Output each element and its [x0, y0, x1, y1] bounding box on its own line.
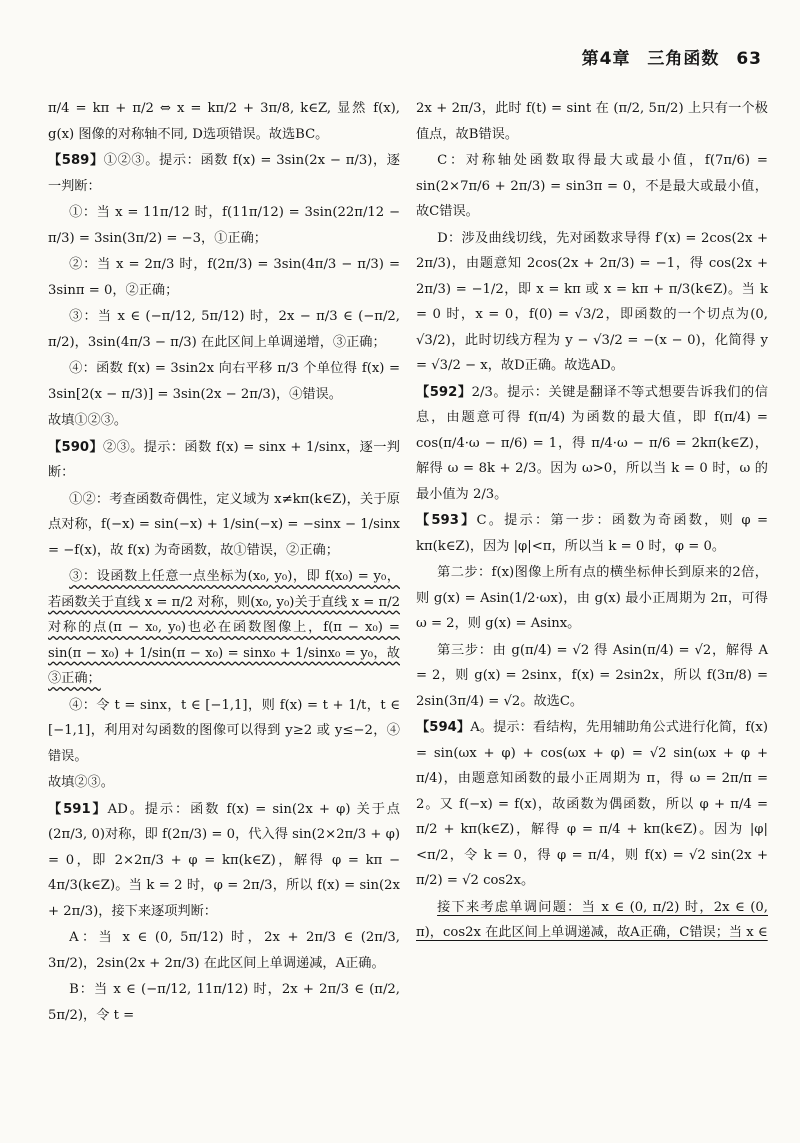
- page-number: 63: [736, 49, 762, 69]
- problem-number: 【594】: [416, 720, 471, 735]
- problem-number: 【592】: [416, 384, 472, 400]
- paragraph: ④：函数 f(x) = 3sin2x 向右平移 π/3 个单位得 f(x) = 3sin[2(x − π/3)] = 3sin(2x − 2π/3)，④错误。: [48, 361, 400, 402]
- paragraph: 2x + 2π/3，此时 f(t) = sint 在 (π/2, 5π/2) 上只有一个极值点，故B错误。: [416, 101, 768, 142]
- problem-number: 【589】: [48, 153, 104, 168]
- paragraph: π/4 = kπ + π/2 ⇔ x = kπ/2 + 3π/8, k∈Z, 显然 f(x), g(x) 图像的对称轴不同, D选项错误。故选BC。: [48, 101, 400, 142]
- problem-592: 【592】2/3。提示：关键是翻译不等式想要告诉我们的信息，由题意可得 f(π/4) 为函数的最大值，即 f(π/4) = cos(π/4·ω − π/6) = 1，得 π/4·ω − π/6 = 2kπ(k∈Z)，解得 ω = 8k + 2/3。因为 ω>0，所以当 k = 0 时，ω 的最小值为 2/3。: [416, 384, 768, 502]
- problem-593: 【593】C。提示：第一步：函数为奇函数，则 φ = kπ(k∈Z)，因为 |φ|<π，所以当 k = 0 时，φ = 0。: [416, 513, 768, 554]
- problem-591: 【591】AD。提示：函数 f(x) = sin(2x + φ) 关于点(2π/3, 0)对称，即 f(2π/3) = 0，代入得 sin(2×2π/3 + φ) = 0，即 2×2π/3 + φ = kπ(k∈Z)，解得 φ = kπ − 4π/3(k∈Z)。当 k = 2 时，φ = 2π/3，所以 f(x) = sin(2x + 2π/3)，接下来逐项判断：: [48, 801, 400, 919]
- paragraph: ②：当 x = 2π/3 时，f(2π/3) = 3sin(4π/3 − π/3) = 3sinπ = 0，②正确；: [48, 257, 400, 298]
- paragraph-underlined: 接下来考虑单调问题：当 x ∈ (0, π/2) 时，2x ∈ (0, π)，cos2x 在此区间上单调递减，故A正确，C错误；当 x ∈: [416, 899, 768, 940]
- paragraph: ③：当 x ∈ (−π/12, 5π/12) 时，2x − π/3 ∈ (−π/2, π/2)，3sin(4π/3 − π/3) 在此区间上单调递增，③正确；: [48, 309, 400, 350]
- paragraph: ①②：考查函数奇偶性，定义域为 x≠kπ(k∈Z)，关于原点对称，f(−x) = sin(−x) + 1/sin(−x) = −sinx − 1/sinx = −f(x)，故 f(x) 为奇函数，故①错误，②正确；: [48, 491, 400, 558]
- problem-number: 【591】: [48, 801, 108, 817]
- paragraph: ④：令 t = sinx，t ∈ [−1,1]，则 f(x) = t + 1/t，t ∈ [−1,1]，利用对勾函数的图像可以得到 y≥2 或 y≤−2，④错误。: [48, 697, 400, 764]
- problem-594: 【594】A。提示：看结构，先用辅助角公式进行化简，f(x) = sin(ωx + φ) + cos(ωx + φ) = √2 sin(ωx + φ + π/4)，由题意知函数的最小正周期为 π，得 ω = 2π/π = 2。又 f(−x) = f(x)，故函数为偶函数，所以 φ + π/4 = π/2 + kπ(k∈Z)，解得 φ = π/4 + kπ(k∈Z)。因为 |φ|<π/2，令 k = 0，得 φ = π/4，则 f(x) = √2 sin(2x + π/2) = √2 cos2x。: [416, 720, 768, 888]
- paragraph: 第二步：f(x)图像上所有点的横坐标伸长到原来的2倍，则 g(x) = Asin(1/2·ωx)，由 g(x) 最小正周期为 2π，可得 ω = 2，则 g(x) = Asinx。: [416, 565, 768, 631]
- problem-number: 【593】: [416, 513, 477, 528]
- problem-589: 【589】①②③。提示：函数 f(x) = 3sin(2x − π/3)，逐一判断：: [48, 153, 400, 194]
- paragraph: ①：当 x = 11π/12 时，f(11π/12) = 3sin(22π/12 − π/3) = 3sin(3π/2) = −3，①正确；: [48, 205, 400, 246]
- problem-number: 【590】: [48, 439, 104, 455]
- left-column: [48, 96, 400, 1029]
- paragraph: B：当 x ∈ (−π/12, 11π/12) 时，2x + 2π/3 ∈ (π/2, 5π/2)，令 t =: [48, 982, 400, 1023]
- paragraph-underlined: ③：设函数上任意一点坐标为(x₀, y₀)，即 f(x₀) = y₀，若函数关于直线 x = π/2 对称，则(x₀, y₀)关于直线 x = π/2 对称的点(π − x₀, y₀)也必在函数图像上，f(π − x₀) = sin(π − x₀) + 1/sin(π − x₀) = sinx₀ + 1/sinx₀ = y₀，故③正确；: [48, 569, 400, 686]
- problem-590: 【590】②③。提示：函数 f(x) = sinx + 1/sinx，逐一判断：: [48, 439, 400, 480]
- chapter-label: 第4章: [581, 49, 631, 69]
- right-column: [416, 96, 768, 947]
- paragraph: A：当 x ∈ (0, 5π/12) 时，2x + 2π/3 ∈ (2π/3, 3π/2)，2sin(2x + 2π/3) 在此区间上单调递减，A正确。: [48, 930, 400, 971]
- paragraph: 第三步：由 g(π/4) = √2 得 Asin(π/4) = √2，解得 A = 2，则 g(x) = 2sinx，f(x) = 2sin2x，所以 f(3π/8) = 2sin(3π/4) = √2。故选C。: [416, 642, 768, 709]
- chapter-title: 三角函数: [647, 49, 720, 69]
- paragraph: C：对称轴处函数取得最大或最小值，f(7π/6) = sin(2×7π/6 + 2π/3) = sin3π = 0，不是最大或最小值，故C错误。: [416, 153, 768, 219]
- page-header: [572, 44, 762, 69]
- paragraph: D：涉及曲线切线，先对函数求导得 f′(x) = 2cos(2x + 2π/3)，由题意知 2cos(2x + 2π/3) = −1，得 cos(2x + 2π/3) = −1/2，即 x = kπ 或 x = kπ + π/3(k∈Z)。当 k = 0 时，x = 0，f(0) = √3/2，即函数的一个切点为(0, √3/2)，此时切线方程为 y − √3/2 = −(x − 0)，化简得 y = √3/2 − x，故D正确。故选AD。: [416, 230, 768, 373]
- paragraph: 故填②③。: [48, 775, 114, 790]
- paragraph: 故填①②③。: [48, 413, 128, 428]
